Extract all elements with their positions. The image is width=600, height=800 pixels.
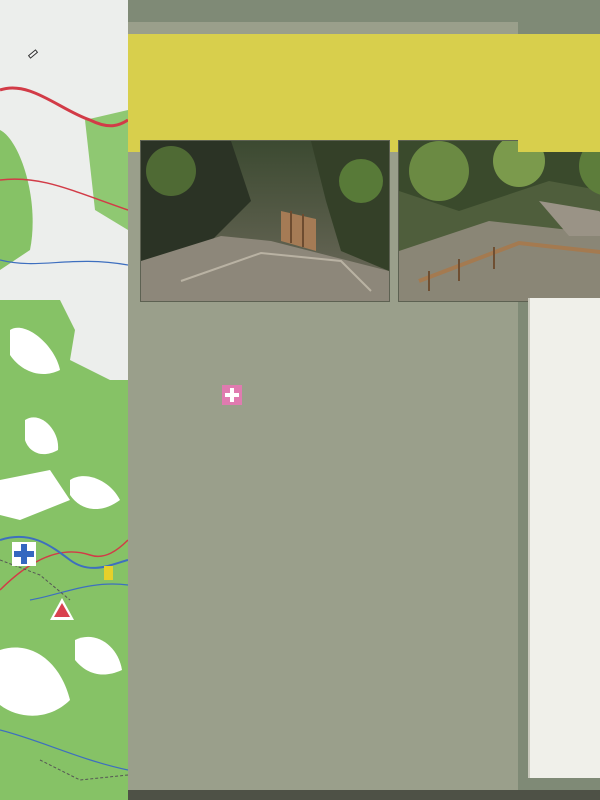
hiking-map xyxy=(0,0,128,800)
panel-bottom-edge xyxy=(128,790,600,800)
reserve-header xyxy=(128,34,518,152)
gorge-photo-right xyxy=(398,140,600,302)
gorge-photo-left xyxy=(140,140,390,302)
red-cross-marker-icon xyxy=(222,385,242,405)
map-drawing xyxy=(0,0,128,800)
english-panel xyxy=(528,298,600,778)
english-header xyxy=(518,34,600,152)
info-panel xyxy=(128,22,518,792)
